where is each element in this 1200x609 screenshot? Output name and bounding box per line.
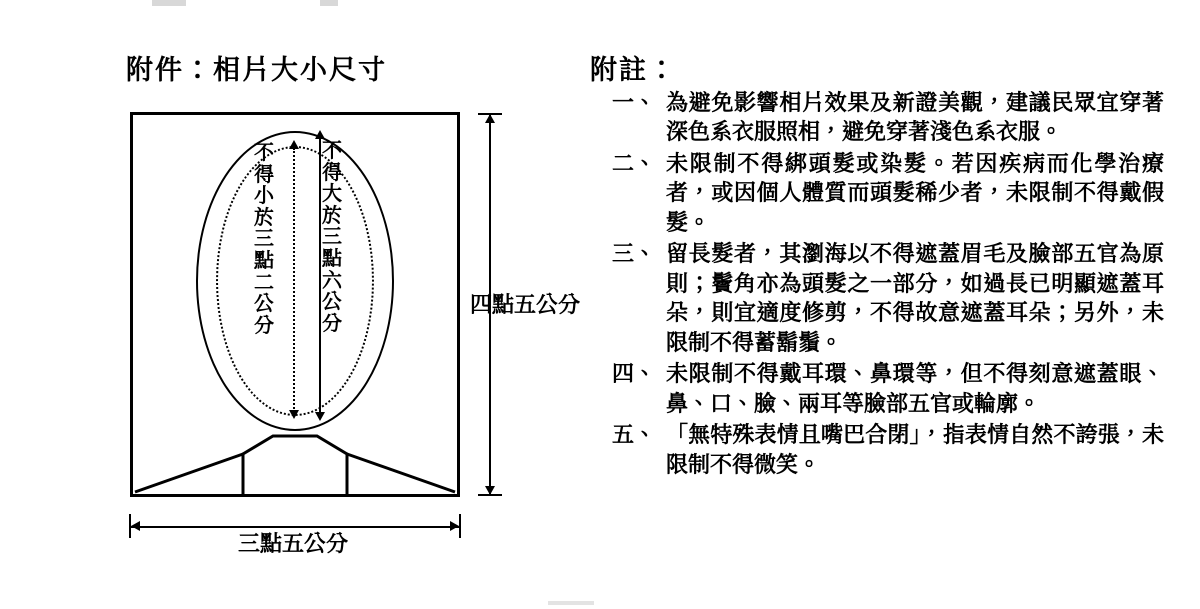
note-text: 未限制不得綁頭髮或染髮。若因疾病而化學治療者，或因個人體質而頭髮稀少者，未限制不得戴假髮。 — [666, 150, 1164, 235]
top-strip-chip-right — [320, 0, 338, 6]
max-head-height-label: 不 得 大 於 三 點 六 公 分 — [322, 140, 342, 335]
arrow-left-icon — [131, 521, 140, 531]
shoulders-shape — [133, 424, 457, 494]
list-item — [612, 149, 1164, 237]
total-width-label: 三點五公分 — [238, 531, 349, 556]
total-height-label: 四點五公分 — [470, 292, 581, 317]
note-text: 留長髮者，其瀏海以不得遮蓋眉毛及臉部五官為原則；鬢角亦為頭髮之一部分，如過長已明顯遮蓋耳朵，則宜適度修剪，不得故意遮蓋耳朵；另外，未限制不得蓄鬍鬚。 — [666, 241, 1164, 355]
total-width-tick-right — [459, 514, 461, 538]
arrow-right-icon — [450, 521, 459, 531]
min-face-height-label: 不 得 小 於 三 點 二 公 分 — [254, 142, 274, 337]
arrow-up-icon — [289, 140, 299, 149]
attachment-title: 附件：相片大小尺寸 — [126, 55, 387, 85]
list-item — [612, 359, 1164, 418]
note-number: 二、 — [612, 150, 657, 176]
note-text: 未限制不得戴耳環、鼻環等，但不得刻意遮蓋眼、鼻、口、臉、兩耳等臉部五官或輪廓。 — [666, 361, 1164, 416]
notes-list — [612, 88, 1164, 481]
right-margin — [1185, 0, 1200, 609]
face-dotted-ellipse — [216, 146, 374, 416]
arrow-down-icon — [289, 410, 299, 419]
bottom-marker — [548, 601, 594, 605]
top-strip — [0, 0, 1200, 7]
list-item — [612, 88, 1164, 147]
arrow-down-icon — [315, 412, 325, 421]
arrow-down-icon — [485, 486, 495, 495]
note-text: 為避免影響相片效果及新證美觀，建議民眾宜穿著深色系衣服照相，避免穿著淺色系衣服。 — [666, 90, 1164, 145]
list-item — [612, 420, 1164, 479]
arrow-up-icon — [315, 130, 325, 139]
face-height-dimension-line — [293, 148, 295, 413]
top-strip-chip-left — [152, 0, 186, 6]
notes-title: 附註： — [590, 55, 677, 85]
note-number: 四、 — [612, 361, 657, 387]
note-number: 五、 — [612, 422, 657, 448]
note-number: 一、 — [612, 90, 657, 115]
arrow-up-icon — [485, 114, 495, 123]
note-number: 三、 — [612, 241, 657, 267]
list-item — [612, 239, 1164, 357]
note-text: 「無特殊表情且嘴巴合閉」，指表情自然不誇張，未限制不得微笑。 — [666, 422, 1164, 477]
